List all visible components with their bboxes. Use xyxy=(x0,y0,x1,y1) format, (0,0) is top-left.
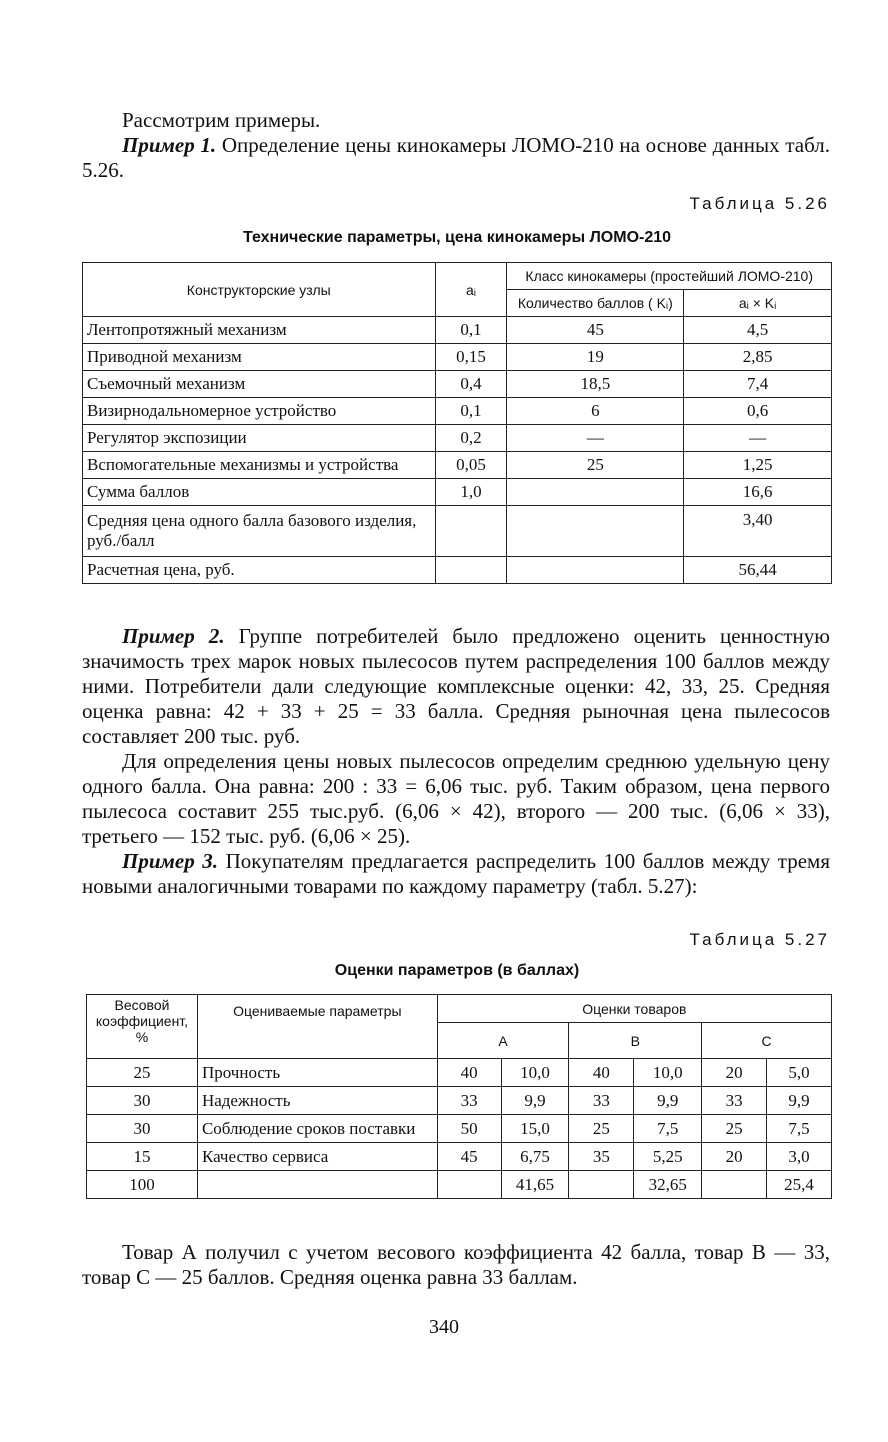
table-row xyxy=(83,506,832,557)
table-cell: 10,0 xyxy=(634,1059,702,1087)
table-cell: 33 xyxy=(569,1087,634,1115)
table-cell: Съемочный механизм xyxy=(83,371,436,398)
example-2-continuation: Для определения цены новых пылесосов определим среднюю удельную цену одного балла. Она равна: 200 : 33 = 6,06 тыс. руб. Таким образом, цена первого пылесоса составит 255 тыс.руб. (6,06 × 42), второго — 200 тыс. (6,06 × 33), третьего — 152 тыс. руб. (6,06 × 25). xyxy=(82,749,830,848)
table-5-26 xyxy=(82,262,832,584)
table-5-27-header-a: A xyxy=(437,1023,569,1059)
table-row xyxy=(87,1087,832,1115)
example-1-paragraph xyxy=(82,133,830,183)
table-row xyxy=(83,452,832,479)
example-3-paragraph xyxy=(82,849,830,899)
table-5-26-header-product: aᵢ × Kᵢ xyxy=(684,290,832,317)
table-5-27-title: Оценки параметров (в баллах) xyxy=(334,962,580,979)
table-cell: 6,75 xyxy=(501,1143,569,1171)
table-5-26-header-class: Класс кинокамеры (простейший ЛОМО-210) xyxy=(507,263,832,290)
example-1-label: Пример 1. xyxy=(122,133,217,157)
table-5-27-header-params: Оцениваемые параметры xyxy=(197,995,437,1059)
table-5-27-header-c: C xyxy=(702,1023,832,1059)
table-cell: 4,5 xyxy=(684,317,832,344)
table-5-26-header-ai: aᵢ xyxy=(435,263,507,317)
table-cell: Прочность xyxy=(197,1059,437,1087)
table-cell: 30 xyxy=(87,1115,198,1143)
table-cell: 32,65 xyxy=(634,1171,702,1199)
table-cell: 6 xyxy=(507,398,684,425)
page-number: 340 xyxy=(429,1316,459,1338)
table-row xyxy=(83,425,832,452)
table-cell: 40 xyxy=(437,1059,501,1087)
table-cell: 35 xyxy=(569,1143,634,1171)
table-cell: 9,9 xyxy=(501,1087,569,1115)
table-cell: 50 xyxy=(437,1115,501,1143)
table-cell: 18,5 xyxy=(507,371,684,398)
table-row xyxy=(83,317,832,344)
table-cell: Средняя цена одного балла базового изделия, руб./балл xyxy=(83,506,436,557)
table-row xyxy=(83,344,832,371)
table-cell: 25,4 xyxy=(767,1171,832,1199)
table-cell xyxy=(507,506,684,557)
table-cell: 45 xyxy=(437,1143,501,1171)
table-cell: Соблюдение сроков поставки xyxy=(197,1115,437,1143)
table-row xyxy=(87,1059,832,1087)
table-cell: 20 xyxy=(702,1059,767,1087)
table-row xyxy=(83,479,832,506)
table-cell: 7,5 xyxy=(634,1115,702,1143)
table-cell: 5,0 xyxy=(767,1059,832,1087)
table-cell: 100 xyxy=(87,1171,198,1199)
table-cell: Регулятор экспозиции xyxy=(83,425,436,452)
table-cell: 16,6 xyxy=(684,479,832,506)
table-cell: 56,44 xyxy=(684,557,832,584)
table-cell: 15 xyxy=(87,1143,198,1171)
table-5-27-header-weight: Весовой коэффициент, % xyxy=(87,995,198,1059)
table-row xyxy=(87,1143,832,1171)
table-cell: 1,25 xyxy=(684,452,832,479)
table-cell xyxy=(437,1171,501,1199)
table-cell: — xyxy=(507,425,684,452)
table-cell xyxy=(702,1171,767,1199)
example-3-text: Покупателям предлагается распределить 100 баллов между тремя новыми аналогичными товарами по каждому параметру (табл. 5.27): xyxy=(82,849,830,898)
table-cell: Сумма баллов xyxy=(83,479,436,506)
table-cell: 33 xyxy=(702,1087,767,1115)
table-cell: Надежность xyxy=(197,1087,437,1115)
table-cell: Расчетная цена, руб. xyxy=(83,557,436,584)
table-cell: 0,4 xyxy=(435,371,507,398)
table-cell xyxy=(435,506,507,557)
table-row xyxy=(83,557,832,584)
table-cell: 41,65 xyxy=(501,1171,569,1199)
table-cell: 9,9 xyxy=(634,1087,702,1115)
table-row xyxy=(87,1115,832,1143)
example-2-text: Группе потребителей было предложено оценить ценностную значимость трех марок новых пылесосов путем распределения 100 баллов между ними. Потребители дали следующие комплексные оценки: 42, 33, 25. Средняя оценка равна: 42 + 33 + 25 = 33 балла. Средняя рыночная цена пылесосов составляет 200 тыс. руб. xyxy=(82,624,830,748)
table-cell: 3,40 xyxy=(684,506,832,557)
example-3-label: Пример 3. xyxy=(122,849,219,873)
table-cell: 7,4 xyxy=(684,371,832,398)
table-cell: 1,0 xyxy=(435,479,507,506)
table-cell: 45 xyxy=(507,317,684,344)
table-5-27-header-ratings: Оценки товаров xyxy=(437,995,831,1023)
table-cell: Вспомогательные механизмы и устройства xyxy=(83,452,436,479)
table-cell xyxy=(197,1171,437,1199)
example-1-text: Определение цены кинокамеры ЛОМО-210 на основе данных табл. 5.26. xyxy=(82,133,830,182)
table-cell: 0,1 xyxy=(435,398,507,425)
table-cell xyxy=(507,479,684,506)
table-cell xyxy=(435,557,507,584)
table-cell: 7,5 xyxy=(767,1115,832,1143)
table-cell: 2,85 xyxy=(684,344,832,371)
table-5-27-caption: Таблица 5.27 xyxy=(689,930,830,949)
table-cell: 40 xyxy=(569,1059,634,1087)
table-5-26-title: Технические параметры, цена кинокамеры ЛОМО-210 xyxy=(242,229,672,246)
table-cell: 25 xyxy=(507,452,684,479)
table-5-27 xyxy=(86,994,832,1199)
table-cell xyxy=(507,557,684,584)
intro-text: Рассмотрим примеры. xyxy=(122,108,321,132)
table-5-27-header-b: B xyxy=(569,1023,702,1059)
example-2-label: Пример 2. xyxy=(122,624,225,648)
table-cell xyxy=(569,1171,634,1199)
table-5-26-header-points: Количество баллов ( Kᵢ) xyxy=(507,290,684,317)
table-cell: — xyxy=(684,425,832,452)
table-cell: 33 xyxy=(437,1087,501,1115)
table-5-26-caption: Таблица 5.26 xyxy=(689,194,830,213)
table-row xyxy=(83,371,832,398)
table-cell: 5,25 xyxy=(634,1143,702,1171)
table-row xyxy=(87,1171,832,1199)
table-cell: 30 xyxy=(87,1087,198,1115)
table-row xyxy=(83,398,832,425)
table-cell: 10,0 xyxy=(501,1059,569,1087)
table-cell: 0,6 xyxy=(684,398,832,425)
table-cell: Качество сервиса xyxy=(197,1143,437,1171)
table-cell: Лентопротяжный механизм xyxy=(83,317,436,344)
table-cell: 19 xyxy=(507,344,684,371)
example-2-paragraph xyxy=(82,624,830,749)
table-cell: 0,2 xyxy=(435,425,507,452)
table-cell: 20 xyxy=(702,1143,767,1171)
table-cell: 3,0 xyxy=(767,1143,832,1171)
table-cell: 9,9 xyxy=(767,1087,832,1115)
table-cell: 0,15 xyxy=(435,344,507,371)
table-cell: 25 xyxy=(569,1115,634,1143)
table-5-26-header-nodes: Конструкторские узлы xyxy=(83,263,436,317)
table-cell: 25 xyxy=(702,1115,767,1143)
table-cell: 15,0 xyxy=(501,1115,569,1143)
table-cell: 0,1 xyxy=(435,317,507,344)
table-cell: Приводной механизм xyxy=(83,344,436,371)
table-cell: 0,05 xyxy=(435,452,507,479)
table-cell: Визирнодальномерное устройство xyxy=(83,398,436,425)
table-cell: 25 xyxy=(87,1059,198,1087)
conclusion-paragraph: Товар А получил с учетом весового коэффициента 42 балла, товар В — 33, товар С — 25 баллов. Средняя оценка равна 33 баллам. xyxy=(82,1240,830,1289)
